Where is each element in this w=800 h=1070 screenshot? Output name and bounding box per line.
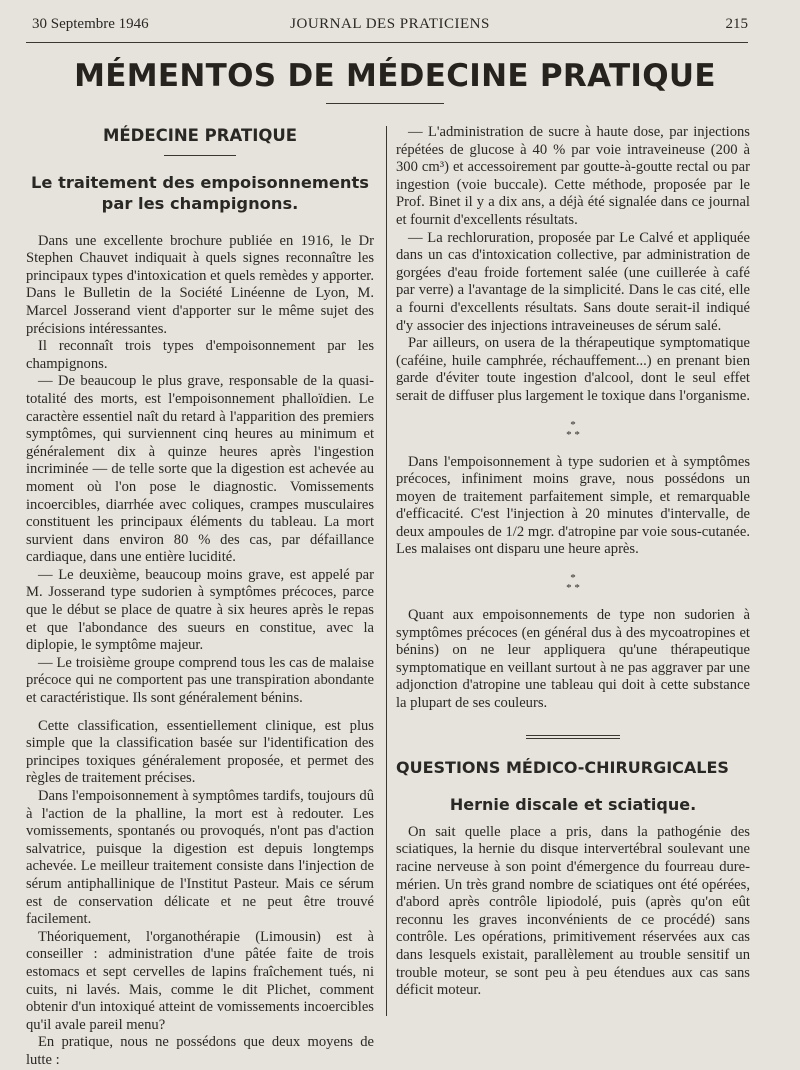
paragraph: Dans l'empoisonnement à symptômes tardifs, toujours dû à l'action de la phalline, la mort est à redouter. Les vomissements, spontanés ou provoqués, n'ont pas d'action salvatrice, puisque la digestion est depuis longtemps achevée. Le meilleur traitement consiste dans l'injection de sérum antiphallinique de l'Institut Pasteur. Mais ce sérum est de conservation délicate et ne peut être trouvé facilement. [26,788,374,928]
paragraph: Quant aux empoisonnements de type non sudorien à symptômes précoces (en général dus à des mycoatropines et bénins) on ne leur appliquera qu'une thérapeutique symptomatique en veillant surtout à ne pas aggraver par une adjonction d'atropine une tableau qui doit à cette substance la plupart de ses couleurs. [396,607,750,712]
paragraph: En pratique, nous ne possédons que deux moyens de lutte : [26,1034,374,1068]
column-divider [386,126,387,1016]
running-header [32,16,748,40]
paragraph: — Le troisième groupe comprend tous les cas de malaise précoce qui ne comportent pas une transpiration abondante et caractéristique. Ils sont généralement bénins. [26,654,374,707]
section-heading-questions-medico-chirurgicales: QUESTIONS MÉDICO-CHIRURGICALES [396,757,729,777]
paragraph: Dans une excellente brochure publiée en 1916, le Dr Stephen Chauvet indiquait à quels signes reconnaître les principaux types d'intoxication et quels remèdes y apporter. Dans le Bulletin de la Société Linéenne de Lyon, M. Marcel Josserand vient d'apporter sur le même sujet des précisions intéressantes. [26,232,374,337]
paragraph: Par ailleurs, on usera de la thérapeutique symptomatique (caféine, huile camphrée, réchauffement...) en prenant bien garde d'éviter toute ingestion d'alcool, dont le seul effet serait de diffuser plus largement le toxique dans l'organisme. [396,335,751,404]
paragraph: — La rechloruration, proposée par Le Calvé et appliquée dans un cas d'intoxication collective, par administration de gorgées d'eau froide fortement salée (une cuillerée à café par verre) a l'avantage de la simplicité. Dans le cas cité, elle a fourni d'excellents résultats. Sans doute serait-il indiqué d'y associer des injections intraveineuses de sérum salé. [396,229,750,334]
section-stars: * * * [566,418,580,441]
section-rule [164,155,236,156]
header-rule [26,42,748,43]
left-column [26,124,374,1070]
paragraph: — L'administration de sucre à haute dose, par injections répétées de glucose à 40 % par voie intraveineuse (200 à 300 cm³) et accessoirement par goutte-à-goutte rectal ou par ingestion (voie buccale). Cette méthode, proposée par le Prof. Binet il y a dix ans, a déjà été signalée dans ce journal et fournit d'excellents résultats. [396,124,750,228]
header-journal-title: JOURNAL DES PRATICIENS [290,16,490,32]
paragraph: Théoriquement, l'organothérapie (Limousin) est à conseiller : administration d'une pâtée faite de trois estomacs et sept cervelles de lapins fraîchement tués, ni cuits, ni lavés. Mais, comme le dit Plichet, comment obtenir d'un intoxiqué atteint de vomissements incoercibles qu'il avale pareil menu? [26,928,374,1033]
paragraph: Il reconnaît trois types d'empoisonnement par les champignons. [26,338,374,372]
header-page-number: 215 [725,16,748,32]
paragraph: — De beaucoup le plus grave, responsable de la quasi-totalité des morts, est l'empoisonnement phalloïdien. Le caractère essentiel naît du retard à l'apparition des premiers symptômes, qui surviennent cinq heures au minimum et généralement dix à quinze heures après l'ingestion incriminée — de telle sorte que la digestion est achevée au moment où l'on pose le diagnostic. Vomissements incoercibles, diarrhée avec coliques, crampes musculaires constituent les principaux éléments du tableau. La mort survient dans environ 80 % des cas, par défaillance cardiaque, dans une entière lucidité. [26,373,374,566]
paragraph: Cette classification, essentiellement clinique, est plus simple que la classification basée sur l'identification des principes toxiques généralement proposée, et permet des règles de traitement précises. [26,717,374,787]
section-heading-medecine-pratique: MÉDECINE PRATIQUE [102,126,298,145]
article-title-hernie-discale: Hernie discale et sciatique. [449,795,697,815]
paragraph: On sait quelle place a pris, dans la pathogénie des sciatiques, la hernie du disque intervertébral soulevant une racine nerveuse à son point d'émergence du fourreau dure-mérien. Un très grand nombre de sciatiques ont été opérées, d'abord après contrôle lipiodolé, puis (après qu'on eût reconnu les graves inconvénients de ce procédé) sans contrôle. Les opérations, primitivement réservées aux cas dans lesquels existait, parallèlement au trouble sensitif un trouble moteur, se sont peu à peu étendues aux cas sans déficit moteur. [396,823,750,999]
paragraph: — Le deuxième, beaucoup moins grave, est appelé par M. Josserand type sudorien à symptômes précoces, parce que le début se place de quatre à six heures après le repas et que l'abondance des sueurs en constitue, avec la diplopie, le symptôme majeur. [26,566,374,654]
paragraph: Dans l'empoisonnement à type sudorien et à symptômes précoces, infiniment moins grave, nous possédons un moyen de traitement parfaitement simple, et remarquable d'efficacité. C'est l'injection à 20 minutes d'intervalle, de deux ampoules de 1/2 mgr. d'atropine par voie sous-cutanée. Les malaises ont disparu une heure après. [396,453,750,558]
main-title: MÉMENTOS DE MÉDECINE PRATIQUE [74,58,716,94]
double-rule [526,735,620,739]
article-title-empoisonnements: Le traitement des empoisonnements par les champignons. [31,172,369,213]
header-date: 30 Septembre 1946 [32,16,149,32]
right-column [396,124,750,1000]
section-stars: * * * [566,572,580,595]
title-rule [326,103,444,104]
